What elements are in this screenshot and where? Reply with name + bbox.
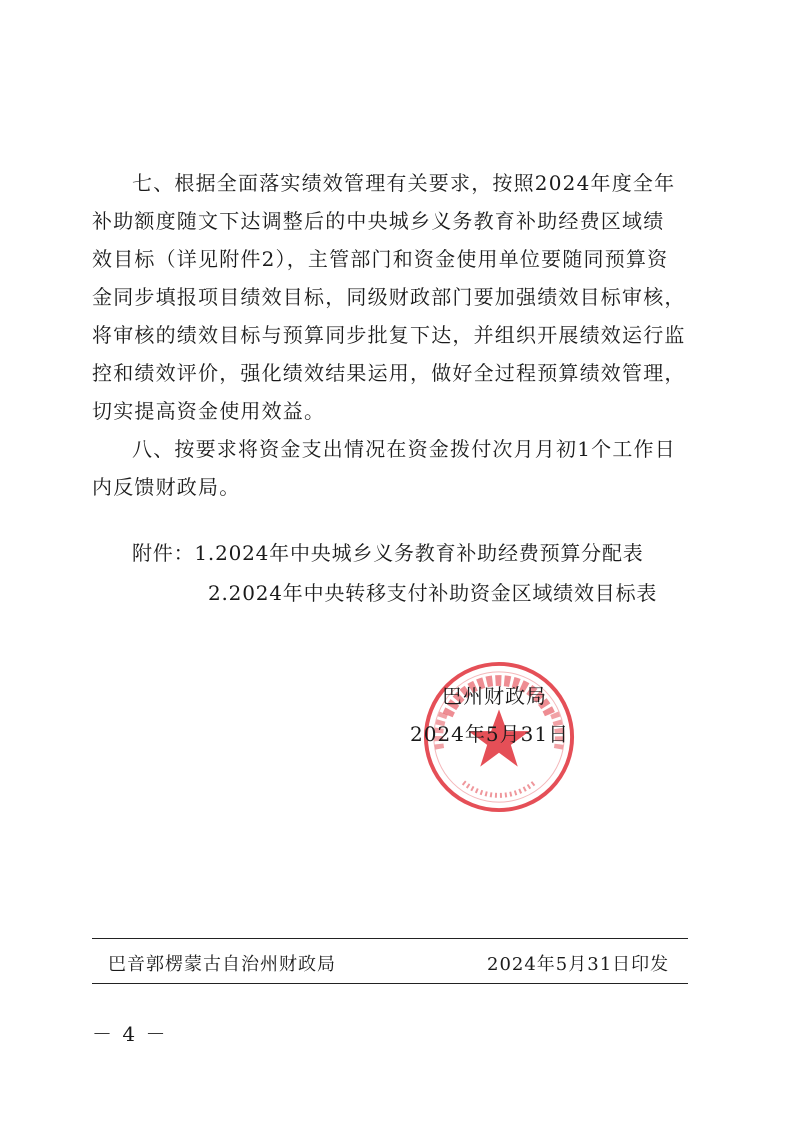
attachment-item: 2.2024年中央转移支付补助资金区域绩效目标表 bbox=[208, 581, 658, 605]
paragraph-line: 金同步填报项目绩效目标，同级财政部门要加强绩效目标审核， bbox=[92, 285, 686, 309]
paragraph-line: 将审核的绩效目标与预算同步批复下达，并组织开展绩效运行监 bbox=[92, 323, 686, 347]
attachments-list bbox=[132, 533, 657, 613]
paragraph-line: 效目标（详见附件2），主管部门和资金使用单位要随同预算资 bbox=[92, 247, 669, 271]
paragraph-line: 七、根据全面落实绩效管理有关要求，按照2024年度全年 bbox=[132, 171, 676, 195]
paragraph-line: 八、按要求将资金支出情况在资金拨付次月月初1个工作日 bbox=[132, 437, 676, 461]
paragraph-eight bbox=[92, 430, 692, 506]
paragraph-line: 控和绩效评价，强化绩效结果运用，做好全过程预算绩效管理， bbox=[92, 361, 686, 385]
attachment-item: 1.2024年中央城乡义务教育补助经费预算分配表 bbox=[194, 541, 644, 565]
paragraph-line: 内反馈财政局。 bbox=[92, 475, 241, 499]
paragraph-line: 补助额度随文下达调整后的中央城乡义务教育补助经费区域绩 bbox=[92, 209, 665, 233]
footer-issue-date: 2024年5月31日印发 bbox=[487, 954, 670, 975]
page-number: － 4 － bbox=[92, 1022, 168, 1046]
footer-issuer: 巴音郭楞蒙古自治州财政局 bbox=[108, 954, 336, 975]
footer-divider-top bbox=[92, 938, 688, 939]
signature-date: 2024年5月31日 bbox=[410, 722, 570, 746]
attachments-label: 附件： bbox=[132, 541, 195, 565]
paragraph-seven bbox=[92, 164, 692, 430]
signature-organization: 巴州财政局 bbox=[442, 684, 547, 708]
paragraph-line: 切实提高资金使用效益。 bbox=[92, 399, 326, 423]
footer-divider-bottom bbox=[92, 983, 688, 984]
